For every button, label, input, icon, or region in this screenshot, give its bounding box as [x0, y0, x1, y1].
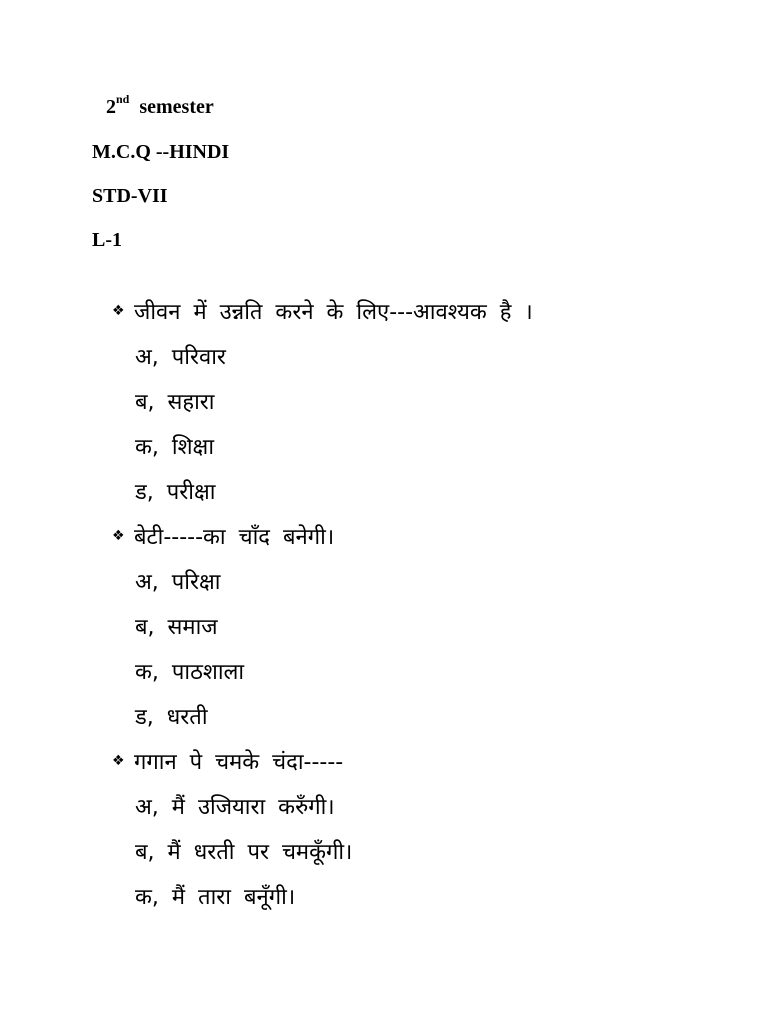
- lesson-heading: L-1: [92, 229, 122, 251]
- diamond-bullet-icon: ❖: [112, 528, 125, 544]
- question-1-option-c: क, शिक्षा: [135, 435, 215, 460]
- question-3-text: गगान पे चमके चंदा-----: [134, 750, 344, 775]
- question-2-option-b: ब, समाज: [135, 615, 218, 640]
- diamond-bullet-icon: ❖: [112, 303, 125, 319]
- semester-suffix: nd: [116, 92, 130, 107]
- semester-heading: [106, 92, 214, 119]
- question-2-option-d: ड, धरती: [135, 705, 208, 730]
- question-2-text: बेटी-----का चाँद बनेगी।: [134, 525, 335, 550]
- diamond-bullet-icon: ❖: [112, 753, 125, 769]
- question-1: [112, 298, 533, 328]
- question-3: [112, 748, 343, 778]
- question-1-option-a: अ, परिवार: [135, 345, 226, 370]
- question-1-option-b: ब, सहारा: [135, 390, 215, 415]
- semester-number: 2: [106, 96, 116, 118]
- question-2-option-c: क, पाठशाला: [135, 660, 245, 685]
- question-2-option-a: अ, परिक्षा: [135, 570, 221, 595]
- semester-word: semester: [139, 96, 214, 118]
- question-3-option-a: अ, मैं उजियारा करुँगी।: [135, 795, 335, 820]
- standard-heading: STD-VII: [92, 185, 168, 207]
- question-3-option-b: ब, मैं धरती पर चमकूँगी।: [135, 840, 353, 865]
- question-1-option-d: ड, परीक्षा: [135, 480, 216, 505]
- question-2: [112, 523, 334, 553]
- question-1-text: जीवन में उन्नति करने के लिए---आवश्यक है ।: [134, 300, 533, 325]
- subject-heading: M.C.Q --HINDI: [92, 141, 230, 163]
- question-3-option-c: क, मैं तारा बनूँगी।: [135, 885, 296, 910]
